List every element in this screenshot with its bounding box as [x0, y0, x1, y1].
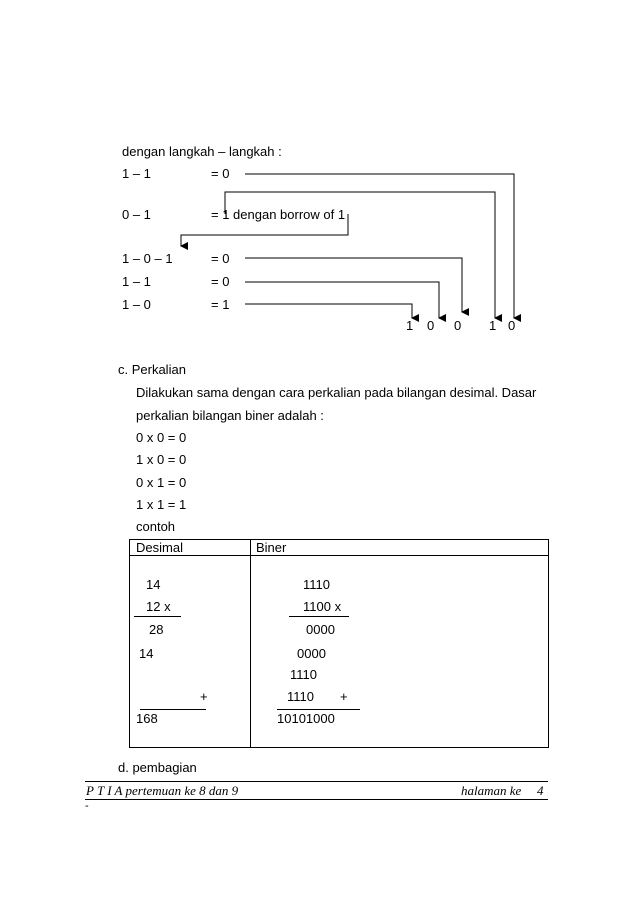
binary-multiplier-underline	[289, 616, 349, 617]
rule-1: 0 x 0 = 0	[136, 430, 187, 445]
step-5-result: = 1	[211, 297, 230, 312]
footer-mark: -	[85, 800, 89, 812]
table-header-desimal: Desimal	[136, 540, 183, 555]
result-digit-5: 0	[508, 318, 516, 333]
multiplication-paragraph-1: Dilakukan sama dengan cara perkalian pada bilangan desimal. Dasar	[136, 385, 537, 400]
rule-2: 1 x 0 = 0	[136, 452, 187, 467]
step-4-expr: 1 – 1	[122, 274, 151, 289]
decimal-multiplier: 12 x	[146, 599, 171, 614]
binary-partial-4: 1110	[287, 689, 314, 704]
table-header-divider	[129, 555, 548, 556]
table-column-divider	[250, 539, 251, 747]
table-header-biner: Biner	[256, 540, 287, 555]
decimal-multiplicand: 14	[146, 577, 161, 592]
example-label: contoh	[136, 519, 176, 534]
binary-partial-2: 0000	[297, 646, 326, 661]
step-5-expr: 1 – 0	[122, 297, 151, 312]
arrow-step1	[245, 174, 514, 318]
binary-multiplicand: 1110	[303, 577, 330, 592]
decimal-multiplier-underline	[134, 616, 181, 617]
binary-partial-1: 0000	[306, 622, 335, 637]
binary-partial-3: 1110	[290, 667, 317, 682]
decimal-total: 168	[136, 711, 158, 726]
result-digit-1: 1	[406, 318, 414, 333]
result-digit-4: 1	[489, 318, 497, 333]
arrow-step4	[245, 282, 439, 318]
step-2-expr: 0 – 1	[122, 207, 151, 222]
multiplication-paragraph-2: perkalian bilangan biner adalah :	[136, 408, 324, 423]
rule-4: 1 x 1 = 1	[136, 497, 187, 512]
step-4-result: = 0	[211, 274, 230, 289]
decimal-sum-line	[140, 709, 206, 710]
step-3-result: = 0	[211, 251, 230, 266]
division-heading: d. pembagian	[118, 760, 197, 775]
example-table	[129, 539, 549, 748]
result-digit-3: 0	[454, 318, 462, 333]
arrow-step2	[225, 192, 495, 318]
footer-page-number: 4	[537, 783, 544, 798]
footer-page-label: halaman ke	[461, 783, 522, 798]
footer-course-title: P T I A pertemuan ke 8 dan 9	[86, 783, 239, 798]
step-1-result: = 0	[211, 166, 230, 181]
decimal-partial-2: 14	[139, 646, 154, 661]
step-1-expr: 1 – 1	[122, 166, 151, 181]
footer-rule-bottom	[85, 799, 548, 800]
binary-multiplier: 1100 x	[303, 599, 342, 614]
rule-3: 0 x 1 = 0	[136, 475, 187, 490]
decimal-plus-sign: +	[200, 689, 208, 704]
step-2-result: = 1 dengan borrow of 1	[211, 207, 346, 222]
arrow-borrow	[181, 214, 348, 246]
subtraction-intro: dengan langkah – langkah :	[122, 144, 282, 159]
result-digit-2: 0	[427, 318, 435, 333]
footer-rule-top	[85, 781, 548, 782]
binary-plus-sign: +	[340, 689, 348, 704]
step-3-expr: 1 – 0 – 1	[122, 251, 173, 266]
decimal-partial-1: 28	[149, 622, 164, 637]
arrow-step5	[245, 304, 412, 318]
binary-total: 10101000	[277, 711, 335, 726]
binary-sum-line	[277, 709, 360, 710]
multiplication-heading: c. Perkalian	[118, 362, 186, 377]
